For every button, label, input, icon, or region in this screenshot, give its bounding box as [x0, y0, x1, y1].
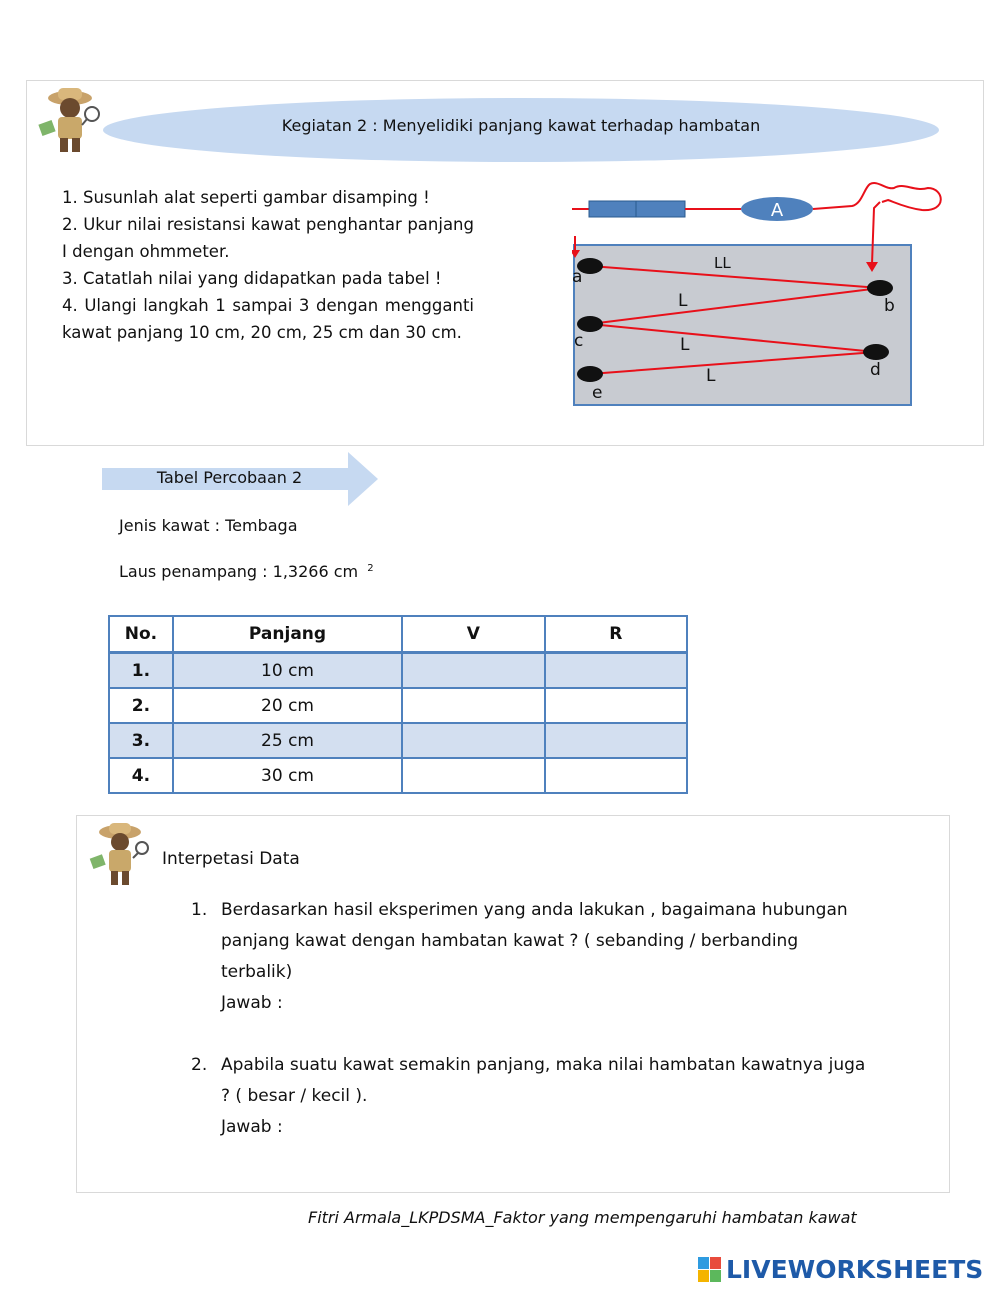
- table-header-row: [109, 616, 687, 653]
- question-2: [191, 1050, 881, 1150]
- table-row: [109, 723, 687, 758]
- question-text: Berdasarkan hasil eksperimen yang anda lakukan , bagaimana hubungan panjang kawat dengan hambatan kawat ? ( sebanding / berbanding terbalik): [221, 900, 848, 982]
- row-length: 10 cm: [173, 653, 402, 689]
- table-row: [109, 653, 687, 689]
- point-a-label: a: [572, 267, 583, 287]
- segment-label-2: L: [680, 335, 690, 355]
- header-voltage: V: [402, 616, 544, 653]
- row-no: 3.: [109, 723, 173, 758]
- point-e-label: e: [592, 383, 603, 403]
- row-length: 30 cm: [173, 758, 402, 793]
- activity-title: Kegiatan 2 : Menyelidiki panjang kawat terhadap hambatan: [281, 116, 761, 135]
- row-length: 25 cm: [173, 723, 402, 758]
- resistance-input[interactable]: [545, 758, 687, 793]
- resistance-input[interactable]: [545, 723, 687, 758]
- brand-name[interactable]: LIVEWORKSHEETS: [726, 1255, 984, 1284]
- segment-label-1: L: [678, 291, 688, 311]
- row-no: 2.: [109, 688, 173, 723]
- point-d-label: d: [870, 360, 881, 380]
- step-4: 4. Ulangi langkah 1 sampai 3 dengan mengganti kawat panjang 10 cm, 20 cm, 25 cm dan 30 cm.: [62, 296, 474, 342]
- answer-label[interactable]: Jawab :: [221, 1117, 283, 1137]
- question-text: Apabila suatu kawat semakin panjang, maka nilai hambatan kawatnya juga ? ( besar / kecil ).: [221, 1055, 866, 1106]
- table-row: [109, 688, 687, 723]
- author-credit: Fitri Armala_LKPDSMA_Faktor yang mempengaruhi hambatan kawat: [308, 1208, 857, 1227]
- wire-type: Jenis kawat : Tembaga: [119, 516, 298, 535]
- interpretation-title: Interpetasi Data: [162, 849, 300, 869]
- header-length: Panjang: [173, 616, 402, 653]
- power-source: [589, 201, 685, 217]
- resistance-input[interactable]: [545, 688, 687, 723]
- ammeter-label: A: [770, 200, 784, 221]
- liveworksheets-logo-icon: [698, 1257, 722, 1283]
- explorer-mascot-icon: [88, 820, 154, 892]
- question-number: 1.: [191, 900, 208, 920]
- resistance-input[interactable]: [545, 653, 687, 689]
- row-no: 1.: [109, 653, 173, 689]
- voltage-input[interactable]: [402, 758, 544, 793]
- point-b-label: b: [884, 296, 895, 316]
- procedure-steps: [62, 184, 474, 346]
- point-c-label: c: [574, 331, 584, 351]
- answer-label[interactable]: Jawab :: [221, 993, 283, 1013]
- step-2: 2. Ukur nilai resistansi kawat penghantar panjang I dengan ohmmeter.: [62, 215, 474, 261]
- voltage-input[interactable]: [402, 688, 544, 723]
- circuit-diagram: [572, 178, 952, 410]
- explorer-mascot-icon: [36, 84, 104, 160]
- question-1: [191, 895, 881, 1023]
- cross-section-area: [119, 562, 374, 581]
- header-no: No.: [109, 616, 173, 653]
- experiment-table: [108, 615, 688, 794]
- step-3: 3. Catatlah nilai yang didapatkan pada tabel !: [62, 269, 442, 288]
- cross-section-exponent: 2: [367, 562, 374, 574]
- segment-label-top: LL: [714, 254, 731, 272]
- row-length: 20 cm: [173, 688, 402, 723]
- step-1: 1. Susunlah alat seperti gambar disamping !: [62, 188, 430, 207]
- cross-section-text: Laus penampang : 1,3266 cm: [119, 562, 359, 581]
- voltage-input[interactable]: [402, 653, 544, 689]
- row-no: 4.: [109, 758, 173, 793]
- header-resistance: R: [545, 616, 687, 653]
- voltage-input[interactable]: [402, 723, 544, 758]
- segment-label-3: L: [706, 366, 716, 386]
- table-title: Tabel Percobaan 2: [156, 468, 303, 487]
- table-row: [109, 758, 687, 793]
- question-number: 2.: [191, 1055, 208, 1075]
